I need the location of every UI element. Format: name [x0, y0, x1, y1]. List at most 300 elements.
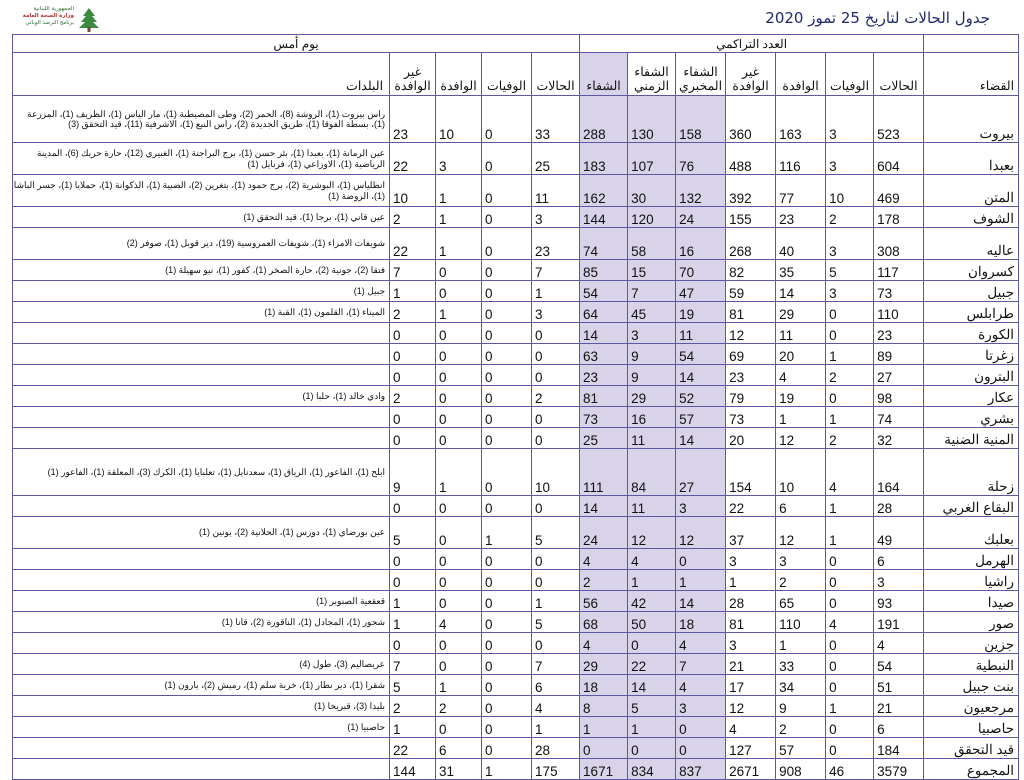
recovered-cell: 8	[580, 696, 628, 717]
group-cumulative: العدد التراكمي	[580, 35, 924, 53]
cases-cell: 54	[874, 654, 924, 675]
deaths-cell: 1	[826, 696, 874, 717]
imported-cell: 12	[776, 517, 826, 549]
y-deaths-cell: 0	[482, 591, 532, 612]
header-cases: الحالات	[874, 53, 924, 96]
recovered-cell: 288	[580, 96, 628, 143]
header-non-imported: غير الوافدة	[726, 53, 776, 96]
non-imported-cell: 73	[726, 407, 776, 428]
y-deaths-cell: 0	[482, 260, 532, 281]
deaths-cell: 5	[826, 260, 874, 281]
imported-cell: 40	[776, 228, 826, 260]
deaths-cell: 0	[826, 386, 874, 407]
y-deaths-cell: 0	[482, 654, 532, 675]
y-cases-cell: 33	[532, 96, 580, 143]
lab-recovered-cell: 24	[676, 207, 726, 228]
non-imported-cell: 3	[726, 633, 776, 654]
cases-cell: 49	[874, 517, 924, 549]
time-recovered-cell: 3	[628, 323, 676, 344]
deaths-cell: 3	[826, 96, 874, 143]
non-imported-cell: 17	[726, 675, 776, 696]
non-imported-cell: 82	[726, 260, 776, 281]
deaths-cell: 1	[826, 407, 874, 428]
non-imported-cell: 3	[726, 549, 776, 570]
recovered-cell: 0	[580, 738, 628, 759]
time-recovered-cell: 5	[628, 696, 676, 717]
table-row	[13, 633, 1019, 654]
district-cell: صيدا	[924, 591, 1019, 612]
y-non-imported-cell: 0	[390, 496, 436, 517]
y-imported-cell: 10	[436, 96, 482, 143]
table-row	[13, 143, 1019, 175]
cedar-emblem-icon	[78, 7, 100, 33]
header-recovered: الشفاء	[580, 53, 628, 96]
table-row	[13, 96, 1019, 143]
time-recovered-cell: 107	[628, 143, 676, 175]
towns-cell	[13, 570, 390, 591]
time-recovered-cell: 30	[628, 175, 676, 207]
y-imported-cell: 0	[436, 323, 482, 344]
imported-cell: 33	[776, 654, 826, 675]
y-imported-cell: 0	[436, 496, 482, 517]
y-imported-cell: 0	[436, 386, 482, 407]
towns-cell: قعقعية الصنوبر (1)	[13, 591, 390, 612]
deaths-cell: 1	[826, 344, 874, 365]
cases-cell: 164	[874, 449, 924, 496]
district-cell: جزين	[924, 633, 1019, 654]
y-imported-cell: 0	[436, 407, 482, 428]
y-deaths-cell: 0	[482, 738, 532, 759]
y-imported-cell: 0	[436, 428, 482, 449]
table-row	[13, 612, 1019, 633]
y-imported-cell: 0	[436, 260, 482, 281]
district-cell: زغرتا	[924, 344, 1019, 365]
y-cases-cell: 0	[532, 365, 580, 386]
deaths-cell: 0	[826, 570, 874, 591]
imported-cell: 11	[776, 323, 826, 344]
y-deaths-cell: 0	[482, 344, 532, 365]
y-deaths-cell: 0	[482, 496, 532, 517]
table-row	[13, 175, 1019, 207]
lab-recovered-cell: 11	[676, 323, 726, 344]
y-non-imported-cell: 22	[390, 738, 436, 759]
y-non-imported-cell: 2	[390, 302, 436, 323]
time-recovered-cell: 84	[628, 449, 676, 496]
y-deaths-cell: 1	[482, 517, 532, 549]
logo-line-2: وزارة الصحة العامة	[22, 13, 74, 19]
district-cell: مرجعيون	[924, 696, 1019, 717]
y-cases-cell: 0	[532, 323, 580, 344]
table-row	[13, 717, 1019, 738]
deaths-cell: 3	[826, 143, 874, 175]
y-deaths-cell: 0	[482, 449, 532, 496]
recovered-cell: 4	[580, 633, 628, 654]
recovered-cell: 25	[580, 428, 628, 449]
towns-cell: الميناء (1)، القلمون (1)، القبة (1)	[13, 302, 390, 323]
towns-cell: جبيل (1)	[13, 281, 390, 302]
recovered-cell: 4	[580, 549, 628, 570]
table-row	[13, 428, 1019, 449]
imported-cell: 2	[776, 570, 826, 591]
table-body	[13, 96, 1019, 780]
header-y-imported: الوافدة	[436, 53, 482, 96]
y-non-imported-cell: 5	[390, 517, 436, 549]
table-row	[13, 260, 1019, 281]
y-non-imported-cell: 22	[390, 228, 436, 260]
y-cases-cell: 7	[532, 260, 580, 281]
recovered-cell: 85	[580, 260, 628, 281]
non-imported-cell: 4	[726, 717, 776, 738]
time-recovered-cell: 0	[628, 738, 676, 759]
imported-cell: 116	[776, 143, 826, 175]
y-non-imported-cell: 0	[390, 633, 436, 654]
y-deaths-cell: 0	[482, 675, 532, 696]
table-row	[13, 696, 1019, 717]
towns-cell: عين الرمانة (1)، بعبدا (1)، بئر حسن (1)، برج البراجنة (1)، الغبيري (12)، حارة حريك (6)، المدينة الرياضية (1)، الاوزاعي (1)، فرنايل (1)	[13, 143, 390, 175]
table-row	[13, 449, 1019, 496]
y-cases-cell: 0	[532, 428, 580, 449]
y-non-imported-cell: 23	[390, 96, 436, 143]
y-cases-cell: 3	[532, 207, 580, 228]
lab-recovered-cell: 70	[676, 260, 726, 281]
district-cell: راشيا	[924, 570, 1019, 591]
recovered-cell: 68	[580, 612, 628, 633]
towns-cell: شويفات الامراء (1)، شويفات العمروسية (19)، دير قوبل (1)، صوفر (2)	[13, 228, 390, 260]
cases-cell: 178	[874, 207, 924, 228]
imported-cell: 77	[776, 175, 826, 207]
y-imported-cell: 0	[436, 633, 482, 654]
imported-cell: 1	[776, 407, 826, 428]
deaths-cell: 2	[826, 428, 874, 449]
towns-cell	[13, 633, 390, 654]
recovered-cell: 14	[580, 323, 628, 344]
y-imported-cell: 1	[436, 449, 482, 496]
y-imported-cell: 0	[436, 549, 482, 570]
district-cell: زحلة	[924, 449, 1019, 496]
deaths-cell: 0	[826, 675, 874, 696]
district-cell: بعلبك	[924, 517, 1019, 549]
district-cell: بشري	[924, 407, 1019, 428]
y-cases-cell: 0	[532, 496, 580, 517]
lab-recovered-cell: 1	[676, 570, 726, 591]
time-recovered-cell: 1	[628, 717, 676, 738]
y-cases-cell: 0	[532, 633, 580, 654]
deaths-cell: 0	[826, 549, 874, 570]
time-recovered-cell: 50	[628, 612, 676, 633]
y-deaths-cell: 0	[482, 228, 532, 260]
table-row	[13, 344, 1019, 365]
y-cases-cell: 23	[532, 228, 580, 260]
y-imported-cell: 1	[436, 175, 482, 207]
y-imported-cell: 1	[436, 207, 482, 228]
imported-cell: 34	[776, 675, 826, 696]
y-non-imported-cell: 22	[390, 143, 436, 175]
y-cases-cell: 7	[532, 654, 580, 675]
y-deaths-cell: 0	[482, 386, 532, 407]
recovered-cell: 14	[580, 496, 628, 517]
cases-cell: 469	[874, 175, 924, 207]
district-cell: عكار	[924, 386, 1019, 407]
imported-cell: 908	[776, 759, 826, 780]
imported-cell: 3	[776, 549, 826, 570]
y-cases-cell: 6	[532, 675, 580, 696]
y-imported-cell: 3	[436, 143, 482, 175]
y-cases-cell: 0	[532, 407, 580, 428]
deaths-cell: 1	[826, 517, 874, 549]
towns-cell: فتقا (2)، جونية (2)، حارة الصخر (1)، كفور (1)، نيو سهيلة (1)	[13, 260, 390, 281]
lab-recovered-cell: 158	[676, 96, 726, 143]
y-non-imported-cell: 2	[390, 207, 436, 228]
y-deaths-cell: 0	[482, 302, 532, 323]
y-imported-cell: 1	[436, 228, 482, 260]
non-imported-cell: 488	[726, 143, 776, 175]
non-imported-cell: 1	[726, 570, 776, 591]
imported-cell: 9	[776, 696, 826, 717]
y-deaths-cell: 0	[482, 717, 532, 738]
recovered-cell: 1671	[580, 759, 628, 780]
towns-cell: وادي خالد (1)، حلبا (1)	[13, 386, 390, 407]
non-imported-cell: 23	[726, 365, 776, 386]
towns-cell: عين بورضاي (1)، دورس (1)، الحلانية (2)، يونين (1)	[13, 517, 390, 549]
y-non-imported-cell: 0	[390, 323, 436, 344]
deaths-cell: 0	[826, 302, 874, 323]
towns-cell: راس بيروت (1)، الروشة (8)، الحمر (2)، وطى المصيطبة (1)، مار الياس (1)، الظريف (1)، المزرعة (1)، بسطة الفوقا (1)، طريق الجديدة (2)، راس النبع (1)، الاشرفية (11)، قيد التحقق (3)	[13, 96, 390, 143]
y-deaths-cell: 0	[482, 633, 532, 654]
y-cases-cell: 3	[532, 302, 580, 323]
y-non-imported-cell: 144	[390, 759, 436, 780]
district-cell: البقاع الغربي	[924, 496, 1019, 517]
district-cell: بنت جبيل	[924, 675, 1019, 696]
y-deaths-cell: 0	[482, 612, 532, 633]
recovered-cell: 54	[580, 281, 628, 302]
header-lab-recovered: الشفاء المخبري	[676, 53, 726, 96]
cases-cell: 23	[874, 323, 924, 344]
non-imported-cell: 69	[726, 344, 776, 365]
lab-recovered-cell: 16	[676, 228, 726, 260]
cases-cell: 6	[874, 717, 924, 738]
y-deaths-cell: 0	[482, 281, 532, 302]
y-cases-cell: 1	[532, 591, 580, 612]
table-row	[13, 386, 1019, 407]
imported-cell: 65	[776, 591, 826, 612]
lab-recovered-cell: 12	[676, 517, 726, 549]
deaths-cell: 1	[826, 496, 874, 517]
district-cell: البترون	[924, 365, 1019, 386]
y-imported-cell: 4	[436, 612, 482, 633]
towns-cell	[13, 428, 390, 449]
y-deaths-cell: 0	[482, 207, 532, 228]
district-cell: صور	[924, 612, 1019, 633]
non-imported-cell: 21	[726, 654, 776, 675]
header-imported: الوافدة	[776, 53, 826, 96]
y-cases-cell: 28	[532, 738, 580, 759]
non-imported-cell: 127	[726, 738, 776, 759]
towns-cell	[13, 549, 390, 570]
recovered-cell: 111	[580, 449, 628, 496]
time-recovered-cell: 1	[628, 570, 676, 591]
district-cell: طرابلس	[924, 302, 1019, 323]
y-imported-cell: 1	[436, 302, 482, 323]
time-recovered-cell: 22	[628, 654, 676, 675]
header-y-cases: الحالات	[532, 53, 580, 96]
y-deaths-cell: 0	[482, 428, 532, 449]
non-imported-cell: 154	[726, 449, 776, 496]
towns-cell	[13, 344, 390, 365]
y-imported-cell: 1	[436, 675, 482, 696]
y-deaths-cell: 0	[482, 549, 532, 570]
y-deaths-cell: 0	[482, 323, 532, 344]
deaths-cell: 0	[826, 738, 874, 759]
logo-line-1: الجمهورية اللبنانية	[33, 6, 74, 12]
y-deaths-cell: 0	[482, 696, 532, 717]
deaths-cell: 3	[826, 228, 874, 260]
imported-cell: 10	[776, 449, 826, 496]
lab-recovered-cell: 3	[676, 696, 726, 717]
deaths-cell: 0	[826, 323, 874, 344]
cases-cell: 3	[874, 570, 924, 591]
imported-cell: 35	[776, 260, 826, 281]
district-cell: جبيل	[924, 281, 1019, 302]
time-recovered-cell: 45	[628, 302, 676, 323]
towns-cell: حاصبيا (1)	[13, 717, 390, 738]
y-imported-cell: 2	[436, 696, 482, 717]
non-imported-cell: 12	[726, 323, 776, 344]
header-y-deaths: الوفيات	[482, 53, 532, 96]
y-cases-cell: 11	[532, 175, 580, 207]
towns-cell	[13, 738, 390, 759]
recovered-cell: 18	[580, 675, 628, 696]
y-non-imported-cell: 2	[390, 386, 436, 407]
towns-cell: انطلياس (1)، البوشرية (2)، برج حمود (1)، بتغرين (2)، الضبية (1)، الذكوانة (1)، حملايا (1)، جسر الباشا (1)، الروضة (1)	[13, 175, 390, 207]
lab-recovered-cell: 837	[676, 759, 726, 780]
non-imported-cell: 81	[726, 612, 776, 633]
lab-recovered-cell: 18	[676, 612, 726, 633]
lab-recovered-cell: 47	[676, 281, 726, 302]
towns-cell: ابلح (1)، الفاعور (1)، الرياق (1)، سعدنايل (1)، تعلبايا (1)، الكرك (3)، المعلقة (1)، الفاعور (1)	[13, 449, 390, 496]
group-yesterday: يوم أمس	[13, 35, 580, 53]
non-imported-cell: 2671	[726, 759, 776, 780]
y-imported-cell: 0	[436, 517, 482, 549]
y-cases-cell: 5	[532, 517, 580, 549]
deaths-cell: 0	[826, 591, 874, 612]
cases-cell: 523	[874, 96, 924, 143]
time-recovered-cell: 42	[628, 591, 676, 612]
table-row	[13, 675, 1019, 696]
table-row	[13, 591, 1019, 612]
time-recovered-cell: 11	[628, 428, 676, 449]
logo-line-3: برنامج الترصد الوبائي	[25, 20, 74, 26]
cases-table	[12, 34, 1019, 780]
y-cases-cell: 1	[532, 281, 580, 302]
imported-cell: 57	[776, 738, 826, 759]
imported-cell: 20	[776, 344, 826, 365]
district-cell: حاصبيا	[924, 717, 1019, 738]
cases-cell: 98	[874, 386, 924, 407]
cases-cell: 117	[874, 260, 924, 281]
deaths-cell: 4	[826, 449, 874, 496]
cases-cell: 32	[874, 428, 924, 449]
y-deaths-cell: 0	[482, 175, 532, 207]
y-non-imported-cell: 0	[390, 570, 436, 591]
cases-cell: 74	[874, 407, 924, 428]
lab-recovered-cell: 132	[676, 175, 726, 207]
district-cell: بعبدا	[924, 143, 1019, 175]
y-cases-cell: 175	[532, 759, 580, 780]
recovered-cell: 1	[580, 717, 628, 738]
district-cell: كسروان	[924, 260, 1019, 281]
y-deaths-cell: 0	[482, 407, 532, 428]
header-time-recovered: الشفاء الزمني	[628, 53, 676, 96]
cases-cell: 21	[874, 696, 924, 717]
deaths-cell: 4	[826, 612, 874, 633]
cases-cell: 308	[874, 228, 924, 260]
deaths-cell: 46	[826, 759, 874, 780]
deaths-cell: 0	[826, 633, 874, 654]
recovered-cell: 162	[580, 175, 628, 207]
cases-cell: 191	[874, 612, 924, 633]
recovered-cell: 144	[580, 207, 628, 228]
non-imported-cell: 37	[726, 517, 776, 549]
y-deaths-cell: 0	[482, 143, 532, 175]
ministry-logo	[8, 4, 100, 34]
imported-cell: 4	[776, 365, 826, 386]
non-imported-cell: 155	[726, 207, 776, 228]
time-recovered-cell: 4	[628, 549, 676, 570]
y-non-imported-cell: 0	[390, 549, 436, 570]
deaths-cell: 3	[826, 281, 874, 302]
towns-cell: عين قاني (1)، برجا (1)، قيد التحقق (1)	[13, 207, 390, 228]
y-imported-cell: 6	[436, 738, 482, 759]
time-recovered-cell: 12	[628, 517, 676, 549]
table-row	[13, 549, 1019, 570]
district-cell: الشوف	[924, 207, 1019, 228]
header-y-non-imported: غير الوافدة	[390, 53, 436, 96]
y-non-imported-cell: 1	[390, 612, 436, 633]
page-title: جدول الحالات لتاريخ 25 تموز 2020	[765, 9, 990, 27]
table-row	[13, 570, 1019, 591]
time-recovered-cell: 16	[628, 407, 676, 428]
non-imported-cell: 22	[726, 496, 776, 517]
y-cases-cell: 0	[532, 549, 580, 570]
y-non-imported-cell: 5	[390, 675, 436, 696]
cases-cell: 27	[874, 365, 924, 386]
non-imported-cell: 268	[726, 228, 776, 260]
table-row	[13, 281, 1019, 302]
y-non-imported-cell: 7	[390, 654, 436, 675]
imported-cell: 110	[776, 612, 826, 633]
towns-cell	[13, 759, 390, 780]
non-imported-cell: 392	[726, 175, 776, 207]
district-cell: بيروت	[924, 96, 1019, 143]
recovered-cell: 183	[580, 143, 628, 175]
lab-recovered-cell: 52	[676, 386, 726, 407]
y-cases-cell: 4	[532, 696, 580, 717]
time-recovered-cell: 7	[628, 281, 676, 302]
non-imported-cell: 81	[726, 302, 776, 323]
y-imported-cell: 0	[436, 365, 482, 386]
y-imported-cell: 0	[436, 281, 482, 302]
towns-cell	[13, 496, 390, 517]
cases-cell: 51	[874, 675, 924, 696]
deaths-cell: 2	[826, 207, 874, 228]
y-deaths-cell: 0	[482, 570, 532, 591]
imported-cell: 29	[776, 302, 826, 323]
cases-cell: 184	[874, 738, 924, 759]
y-imported-cell: 0	[436, 570, 482, 591]
time-recovered-cell: 29	[628, 386, 676, 407]
imported-cell: 1	[776, 633, 826, 654]
recovered-cell: 74	[580, 228, 628, 260]
